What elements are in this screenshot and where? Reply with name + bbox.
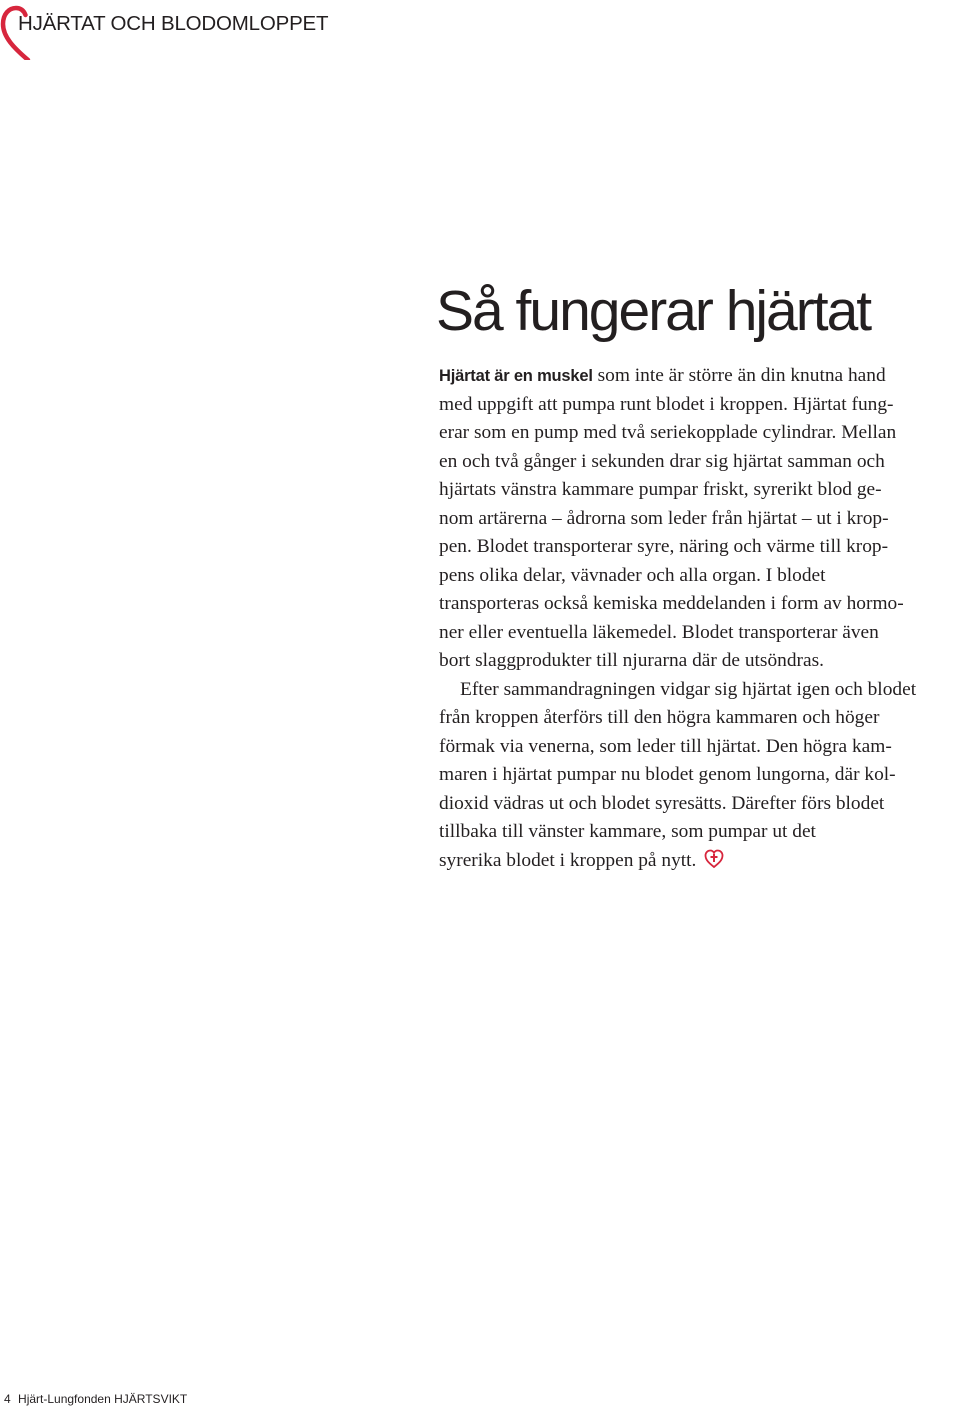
paragraph-line: nom artärerna – ådrorna som leder från hjärtat – ut i krop-: [439, 507, 889, 529]
paragraph-line-text: som inte är större än din knutna hand: [592, 365, 886, 386]
paragraph-line: hjärtats vänstra kammare pumpar friskt, syrerikt blod ge-: [439, 479, 882, 500]
paragraph-line: med uppgift att pumpa runt blodet i kroppen. Hjärtat fung-: [439, 393, 894, 415]
paragraph-line: från kroppen återförs till den högra kammaren och höger: [439, 707, 880, 728]
paragraph-line: pen. Blodet transporterar syre, näring och värme till krop-: [439, 536, 889, 557]
paragraph-line: dioxid vädras ut och blodet syresätts. Därefter förs blodet: [439, 792, 885, 814]
paragraph-line: ner eller eventuella läkemedel. Blodet transporterar även: [439, 621, 879, 643]
publisher-name: Hjärt-Lungfonden: [18, 1392, 111, 1406]
paragraph-line: bort slaggprodukter till njurarna där de utsöndras.: [439, 650, 825, 671]
paragraph-line: en och två gånger i sekunden drar sig hjärtat samman och: [439, 450, 885, 472]
article-body: [439, 362, 960, 875]
paragraph-line: maren i hjärtat pumpar nu blodet genom lungorna, där kol-: [439, 764, 896, 785]
page-footer: [4, 1392, 187, 1406]
paragraph-line: Efter sammandragningen vidgar sig hjärtat igen och blodet: [460, 678, 917, 700]
page-title: Så fungerar hjärtat: [436, 279, 871, 343]
paragraph-line: förmak via venerna, som leder till hjärtat. Den högra kam-: [439, 735, 892, 757]
publication-title: HJÄRTSVIKT: [114, 1392, 188, 1406]
page-number: 4: [4, 1392, 11, 1406]
paragraph-line-text: syrerika blodet i kroppen på nytt.: [439, 849, 697, 871]
paragraph-line: [439, 847, 960, 876]
paragraph-line: pens olika delar, vävnader och alla organ. I blodet: [439, 564, 826, 586]
heart-cross-icon: [704, 849, 724, 869]
section-title: HJÄRTAT OCH BLODOMLOPPET: [18, 12, 329, 35]
paragraph-line: [439, 362, 960, 391]
paragraph-line: tillbaka till vänster kammare, som pumpar ut det: [439, 821, 816, 842]
paragraph-line: transporteras också kemiska meddelanden i form av hormo-: [439, 593, 904, 614]
paragraph-line: erar som en pump med två seriekopplade cylindrar. Mellan: [439, 422, 897, 443]
lead-phrase: Hjärtat är en muskel: [439, 367, 593, 385]
